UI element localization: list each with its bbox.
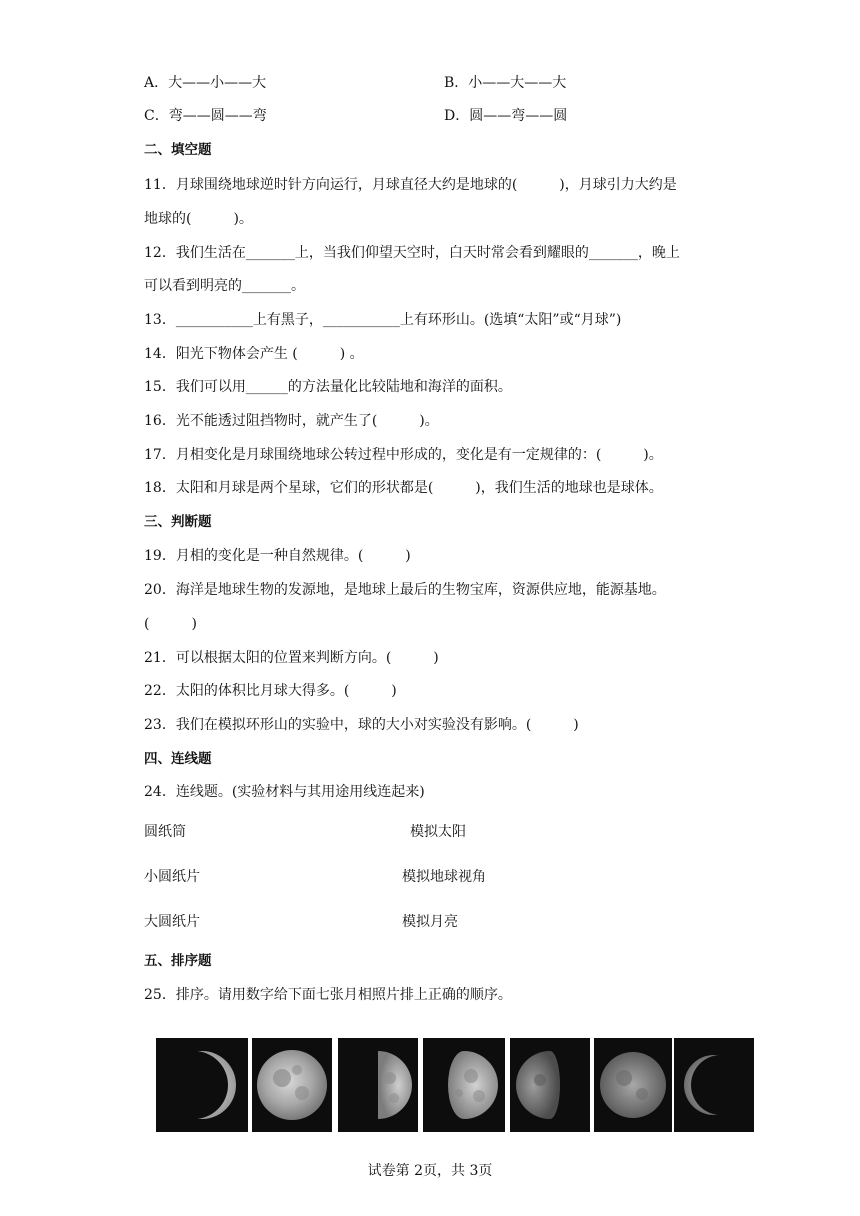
section-fill-heading: 二、填空题: [144, 142, 212, 158]
moon-photo-waning-crescent: [674, 1038, 754, 1132]
question-25: 25．排序。请用数字给下面七张月相照片排上正确的顺序。: [144, 987, 512, 1003]
question-14: 14．阳光下物体会产生 ( ) 。: [144, 346, 364, 362]
option-c: C．弯——圆——弯: [144, 108, 267, 124]
section-judge-heading: 三、判断题: [144, 514, 212, 530]
question-16: 16．光不能透过阻挡物时，就产生了( )。: [144, 413, 439, 429]
question-12-line-1: 12．我们生活在_______上，当我们仰望天空时，白天时常会看到耀眼的_______，晚上: [144, 245, 680, 261]
moon-phase-photos: [156, 1038, 754, 1132]
question-18: 18．太阳和月球是两个星球，它们的形状都是( )，我们生活的地球也是球体。: [144, 480, 663, 496]
question-11-line-2: 地球的( )。: [144, 211, 253, 227]
section-match-heading: 四、连线题: [144, 751, 212, 767]
match-left-item: 大圆纸片: [144, 914, 200, 930]
moon-photo-waxing-crescent: [156, 1038, 248, 1132]
question-20-line-2: ( ): [144, 616, 197, 632]
match-right-item: 模拟地球视角: [402, 869, 486, 885]
match-right-item: 模拟月亮: [402, 914, 458, 930]
question-23: 23．我们在模拟环形山的实验中，球的大小对实验没有影响。( ): [144, 717, 579, 733]
question-24: 24．连线题。(实验材料与其用途用线连起来): [144, 784, 425, 800]
option-b: B．小——大——大: [444, 75, 567, 91]
section-order-heading: 五、排序题: [144, 953, 212, 969]
moon-photo-waning-gibbous: [510, 1038, 590, 1132]
question-20-line-1: 20．海洋是地球生物的发源地，是地球上最后的生物宝库，资源供应地，能源基地。: [144, 582, 666, 598]
match-left-item: 圆纸筒: [144, 824, 186, 840]
match-left-item: 小圆纸片: [144, 869, 200, 885]
moon-photo-waxing-gibbous: [423, 1038, 505, 1132]
match-right-item: 模拟太阳: [410, 824, 466, 840]
moon-photo-full: [252, 1038, 332, 1132]
page-footer: 试卷第 2页，共 3页: [367, 1163, 493, 1179]
moon-photo-first-quarter: [338, 1038, 418, 1132]
question-21: 21．可以根据太阳的位置来判断方向。( ): [144, 650, 439, 666]
option-a: A．大——小——大: [144, 75, 267, 91]
question-22: 22．太阳的体积比月球大得多。( ): [144, 683, 397, 699]
question-13: 13．___________上有黑子，___________上有环形山。(选填“太阳”或“月球”): [144, 312, 622, 328]
question-12-line-2: 可以看到明亮的_______。: [144, 278, 305, 294]
question-19: 19．月相的变化是一种自然规律。( ): [144, 548, 411, 564]
question-11-line-1: 11．月球围绕地球逆时针方向运行，月球直径大约是地球的( )，月球引力大约是: [144, 177, 677, 193]
option-d: D．圆——弯——圆: [444, 108, 568, 124]
moon-photo-full-dim: [594, 1038, 672, 1132]
question-17: 17．月相变化是月球围绕地球公转过程中形成的，变化是有一定规律的：( )。: [144, 447, 663, 463]
question-15: 15．我们可以用______的方法量化比较陆地和海洋的面积。: [144, 379, 512, 395]
